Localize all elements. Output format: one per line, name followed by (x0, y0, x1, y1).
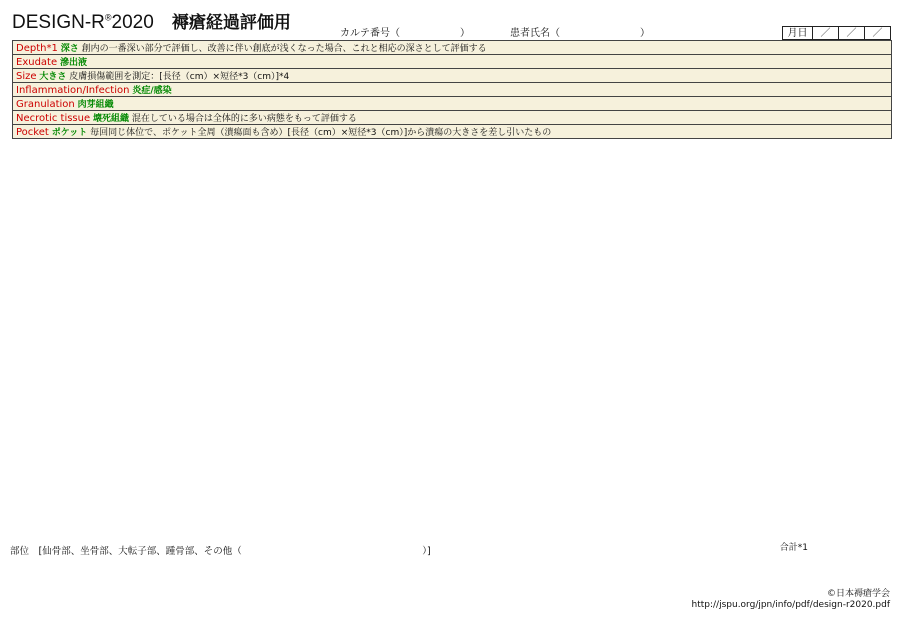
section-ja: 滲出液 (60, 58, 88, 68)
section-ja: ポケット (51, 128, 88, 138)
section-ja: 炎症/感染 (132, 86, 172, 96)
section-ja: 肉芽組織 (77, 100, 114, 110)
section-header (13, 125, 892, 139)
section-note: 混在している場合は全体的に多い病態をもって評価する (131, 114, 357, 124)
section-name: Depth*1 (16, 43, 58, 54)
title-ja: 褥瘡経過評価用 (171, 13, 291, 33)
section-name: Pocket (16, 127, 49, 138)
section-header (13, 83, 892, 97)
section-name: Granulation (16, 99, 75, 110)
title (12, 8, 291, 34)
section-note: 毎回同じ体位で、ポケット全周（潰瘍面も含め）[長径（cm）×短径*3（cm）]から潰瘍の大きさを差し引いたもの (90, 128, 552, 138)
section-header (13, 55, 892, 69)
section-name: Size (16, 71, 37, 82)
section-name: Inflammation/Infection (16, 85, 130, 96)
section-header (13, 97, 892, 111)
patient-info (340, 24, 650, 39)
section-header (13, 69, 892, 83)
patient-name-field[interactable]: 患者氏名（ ） (510, 28, 650, 39)
date-label: 月日 (782, 26, 813, 40)
assessment-table (12, 40, 892, 139)
section-ja: 深さ (60, 44, 79, 54)
section-header (13, 111, 892, 125)
date-cell[interactable]: ／ (838, 26, 865, 40)
copyright: ©日本褥瘡学会 (826, 589, 890, 599)
section-note: 皮膚損傷範囲を測定：[長径（cm）×短径*3（cm）]*4 (69, 72, 290, 82)
date-cell[interactable]: ／ (812, 26, 839, 40)
chart-number-field[interactable]: カルテ番号（ ） (340, 28, 470, 39)
section-ja: 壊死組織 (93, 114, 130, 124)
section-header (13, 41, 892, 55)
date-cell[interactable]: ／ (864, 26, 891, 40)
source-url[interactable]: http://jspu.org/jpn/info/pdf/design-r2020.pdf (691, 600, 890, 610)
date-grid (783, 26, 891, 40)
section-name: Necrotic tissue (16, 113, 91, 124)
section-ja: 大きさ (39, 72, 67, 82)
section-name: Exudate (16, 57, 58, 68)
total-label: 合計*1 (779, 543, 808, 553)
title-en: DESIGN-R®2020 (12, 12, 154, 33)
section-note: 創内の一番深い部分で評価し、改善に伴い創底が浅くなった場合、これと相応の深さとして評価する (81, 44, 487, 54)
site-line: 部位 [仙骨部、坐骨部、大転子部、踵骨部、その他（ ）] (10, 546, 431, 557)
